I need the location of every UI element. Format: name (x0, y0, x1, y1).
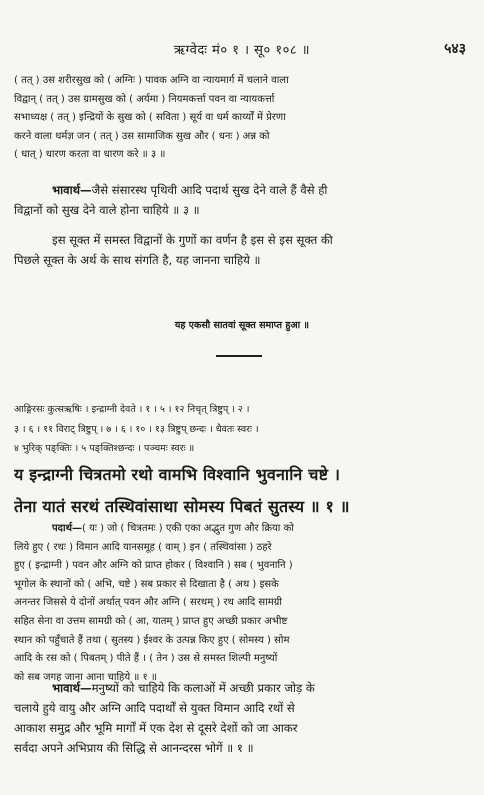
text-line: ४ भुरिक् पङ्क्तिः । ५ पङ्क्तिश्छन्दः । पञ्चमः स्वरः ॥ (14, 443, 195, 454)
text-line: विद्वान् ( तत् ) उस ग्रामसुख को ( अर्यमा ) नियमकर्त्ता पवन वा न्यायकर्त्ता (14, 93, 275, 105)
text-line: स्थान को पहुँचाते हैं तथा ( सुतस्य ) ईश्वर के उत्पन्न किए हुए ( सोमस्य ) सोम (14, 634, 290, 646)
bhavartha-text: मनुष्यों को चाहिये कि कलाओं में अच्छी प्रकार जोड़ के (91, 681, 315, 695)
text-line: को सब जगह जाना आना चाहिये ॥ १ ॥ (14, 671, 157, 683)
text-line: ३ । ६ । ११ विराट् त्रिष्टुप् । ७ । ६ । १० । १३ त्रिष्टुप् छन्दः । धैवतः स्वरः । (14, 423, 259, 435)
summary-paragraph (14, 230, 470, 270)
colophon: यह एकसौ सातवां सूक्त समाप्त हुआ ॥ (174, 320, 310, 331)
text-line: इस सूक्त में समस्त विद्वानों के गुणों का वर्णन है इस से इस सूक्त की (52, 233, 333, 247)
padartha-label: पदार्थ— (52, 523, 82, 534)
text-line: अनन्तर जिससे ये दोनों अर्थात् पवन और अग्नि ( सरथम् ) रथ आदि सामग्री (14, 597, 282, 609)
text-line (14, 180, 470, 200)
mantra-line: तेना यातं सरथं तस्थिवांसाथा सोमस्य पिबतं सुतस्य ॥ १ ॥ (14, 497, 350, 516)
bhavartha-text: जैसे संसारस्थ पृथिवी आदि पदार्थ सुख देने वाले हैं वैसे ही (91, 183, 328, 197)
text-line: ( धात् ) धारण करता वा धारण करे ॥ ३ ॥ (14, 149, 166, 161)
text-line: लिये हुए ( रथः ) विमान आदि यानसमूह ( वाम् ) इन ( तस्थिवांसा ) ठहरे (14, 541, 272, 553)
text-line (14, 520, 470, 539)
mantra-verse (14, 459, 470, 523)
text-line: सहित सेना वा उत्तम सामग्री को ( आ, यातम् ) प्राप्त हुए अच्छी प्रकार अभीष्ट (14, 615, 288, 627)
text-line: आकाश समुद्र और भूमि मार्गों में एक देश से दूसरे देशों को जा आकर (14, 721, 298, 735)
mantra-line: य इन्द्राग्नी चित्रतमो रथो वामभि विश्वानि भुवनानि चष्टे । (14, 465, 341, 484)
text-line: चलाये हुये वायु और अग्नि आदि पदार्थों से युक्त विमान आदि रथों से (14, 701, 295, 715)
bhavartha-paragraph (14, 678, 470, 758)
running-head: ऋग्वेदः मं० १ । सू० १०८ ॥ (173, 43, 311, 58)
text-line: हुए ( इन्द्राग्नी ) पवन और अग्नि को प्राप्त होकर ( विश्वानि ) सब ( भुवनानि ) (14, 560, 293, 572)
rishi-devata-metre (14, 400, 474, 459)
padartha-paragraph (14, 520, 470, 687)
section-divider (216, 355, 262, 357)
text-line: सर्वदा अपने अभिप्राय की सिद्धि से आनन्दरस भोगें ॥ १ ॥ (14, 741, 254, 755)
padartha-text: ( यः ) जो ( चित्रतमः ) एकी एका अद्भुत गुण और क्रिया को (81, 523, 294, 534)
text-line: सभाध्यक्ष ( तत् ) इन्द्रियों के सुख को ( सविता ) सूर्य वा धर्म कार्य्यों में प्रेरणा (14, 112, 286, 124)
commentary-paragraph (14, 72, 470, 165)
text-line: आङ्गिरसः कुत्सऋषिः । इन्द्राग्नी देवते । १ । ५ । १२ निचृत् त्रिष्टुप् । २ । (14, 404, 250, 415)
text-line (14, 678, 470, 698)
bhavartha-label: भावार्थ— (52, 681, 92, 695)
text-line: आदि के रस को ( पिबतम् ) पीते हैं । ( तेन ) उस से समस्त शिल्पी मनुष्यों (14, 653, 278, 665)
text-line: करने वाला धर्मज्ञ जन ( तत् ) उस सामाजिक सुख और ( धनः ) अन्न को (14, 130, 270, 142)
text-line: भूगोल के स्थानों को ( अभि, चष्टे ) सब प्रकार से दिखाता है ( अथ ) इसके (14, 578, 279, 590)
page-number: ५४३ (444, 41, 466, 57)
page-header (14, 40, 470, 58)
text-line: विद्वानों को सुख देने वाले होना चाहिये ॥ ३ ॥ (14, 203, 200, 217)
text-line: ( तत् ) उस शरीरसुख को ( अग्निः ) पावक अग्नि वा न्यायमार्ग में चलाने वाला (14, 75, 289, 86)
bhavartha-paragraph (14, 180, 470, 220)
text-line: पिछले सूक्त के अर्थ के साथ संगति है, यह जानना चाहिये ॥ (14, 253, 261, 267)
bhavartha-label: भावार्थ— (52, 183, 92, 197)
